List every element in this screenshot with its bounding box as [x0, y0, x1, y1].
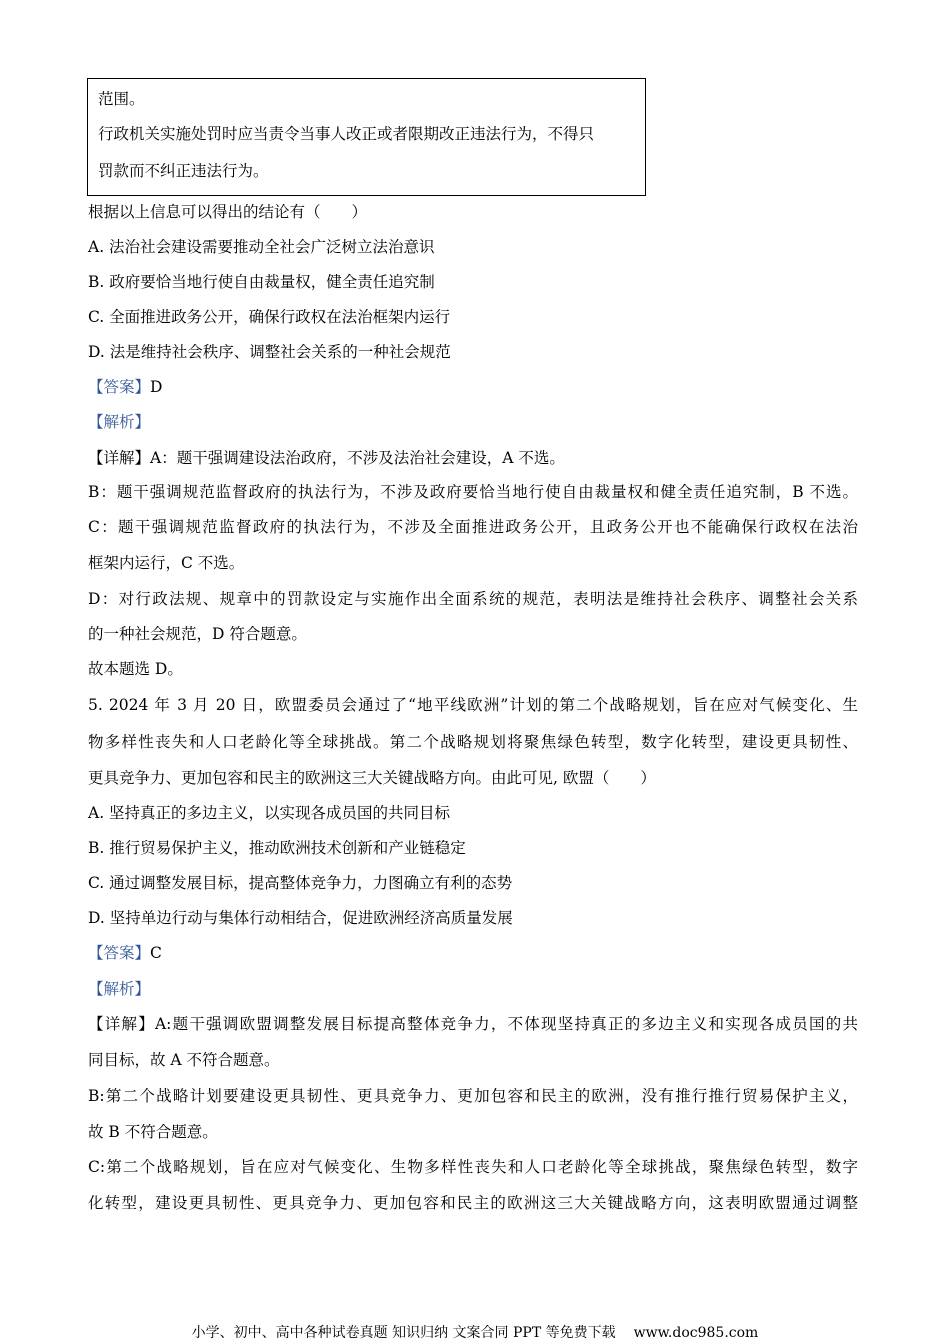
detail-tag: 【详解】: [88, 449, 151, 467]
q5-option-d: D. 坚持单边行动与集体行动相结合，促进欧洲经济高质量发展: [88, 909, 513, 927]
q5-detail-b2: 故 B 不符合题意。: [88, 1123, 218, 1141]
q4-answer: [88, 377, 162, 397]
detail-a-text: A：题干强调建设法治政府，不涉及法治社会建设，A 不选。: [150, 449, 565, 467]
q4-stem: 根据以上信息可以得出的结论有（ ）: [88, 203, 368, 221]
q4-detail-c1: C：题干强调规范监督政府的执法行为，不涉及全面推进政务公开，且政务公开也不能确保行政权在法治: [88, 518, 858, 536]
q4-analysis-tag: [88, 412, 150, 432]
quoted-material-box: [87, 78, 646, 196]
q4-option-d: D. 法是维持社会秩序、调整社会关系的一种社会规范: [88, 343, 451, 361]
answer-value: C: [150, 944, 162, 962]
q4-detail-c2: 框架内运行，C 不选。: [88, 554, 245, 572]
answer-tag: 【答案】: [88, 944, 151, 962]
box-line-2: 行政机关实施处罚时应当责令当事人改正或者限期改正违法行为，不得只: [98, 125, 595, 143]
q5-option-c: C. 通过调整发展目标，提高整体竞争力，力图确立有利的态势: [88, 874, 513, 892]
q4-detail-d1: D：对行政法规、规章中的罚款设定与实施作出全面系统的规范，表明法是维持社会秩序、调整社会关系: [88, 590, 858, 608]
page-footer: [0, 1324, 950, 1342]
q5-analysis-tag: [88, 979, 150, 999]
q4-detail-b: B：题干强调规范监督政府的执法行为，不涉及政府要恰当地行使自由裁量权和健全责任追究制，B 不选。: [88, 483, 858, 501]
q5-detail-c1: C:第二个战略规划，旨在应对气候变化、生物多样性丧失和人口老龄化等全球挑战，聚焦绿色转型，数字: [88, 1158, 858, 1176]
detail-a1-text: A:题干强调欧盟调整发展目标提高整体竞争力，不体现坚持真正的多边主义和实现各成员国的共: [154, 1015, 858, 1033]
box-line-3: 罚款而不纠正违法行为。: [98, 162, 269, 180]
q5-answer: [88, 943, 162, 963]
q4-option-c: C. 全面推进政务公开，确保行政权在法治框架内运行: [88, 308, 451, 326]
q4-conclusion: 故本题选 D。: [88, 660, 183, 678]
q5-option-b: B. 推行贸易保护主义，推动欧洲技术创新和产业链稳定: [88, 839, 466, 857]
q4-detail-d2: 的一种社会规范，D 符合题意。: [88, 625, 307, 643]
q5-detail-c2: 化转型，建设更具韧性、更具竞争力、更加包容和民主的欧洲这三大关键战略方向，这表明欧盟通过调整: [88, 1194, 858, 1212]
q4-option-a: A. 法治社会建设需要推动全社会广泛树立法治意识: [88, 238, 435, 256]
q5-detail-b1: B:第二个战略计划要建设更具韧性、更具竞争力、更加包容和民主的欧洲，没有推行推行贸易保护主义，: [88, 1087, 858, 1105]
q5-detail-a2: 同目标，故 A 不符合题意。: [88, 1051, 280, 1069]
q4-option-b: B. 政府要恰当地行使自由裁量权，健全责任追究制: [88, 273, 435, 291]
answer-value: D: [150, 378, 163, 396]
q4-detail-a: [88, 448, 565, 468]
analysis-tag: 【解析】: [88, 413, 151, 431]
footer-site-link[interactable]: www.doc985.com: [633, 1325, 759, 1341]
q5-detail-a1: [88, 1014, 858, 1034]
q5-stem-2: 物多样性丧失和人口老龄化等全球挑战。第二个战略规划将聚焦绿色转型，数字化转型，建设更具韧性、: [88, 733, 858, 751]
answer-tag: 【答案】: [88, 378, 151, 396]
analysis-tag: 【解析】: [88, 980, 151, 998]
box-line-1: 范围。: [98, 90, 145, 108]
q5-option-a: A. 坚持真正的多边主义，以实现各成员国的共同目标: [88, 804, 451, 822]
footer-text: 小学、初中、高中各种试卷真题 知识归纳 文案合同 PPT 等免费下载: [191, 1325, 616, 1341]
q5-stem-1: 5. 2024 年 3 月 20 日，欧盟委员会通过了“地平线欧洲”计划的第二个战略规划，旨在应对气候变化、生: [88, 696, 858, 714]
detail-tag: 【详解】: [88, 1015, 155, 1033]
q5-stem-3: 更具竞争力、更加包容和民主的欧洲这三大关键战略方向。由此可见, 欧盟（ ）: [88, 769, 656, 787]
